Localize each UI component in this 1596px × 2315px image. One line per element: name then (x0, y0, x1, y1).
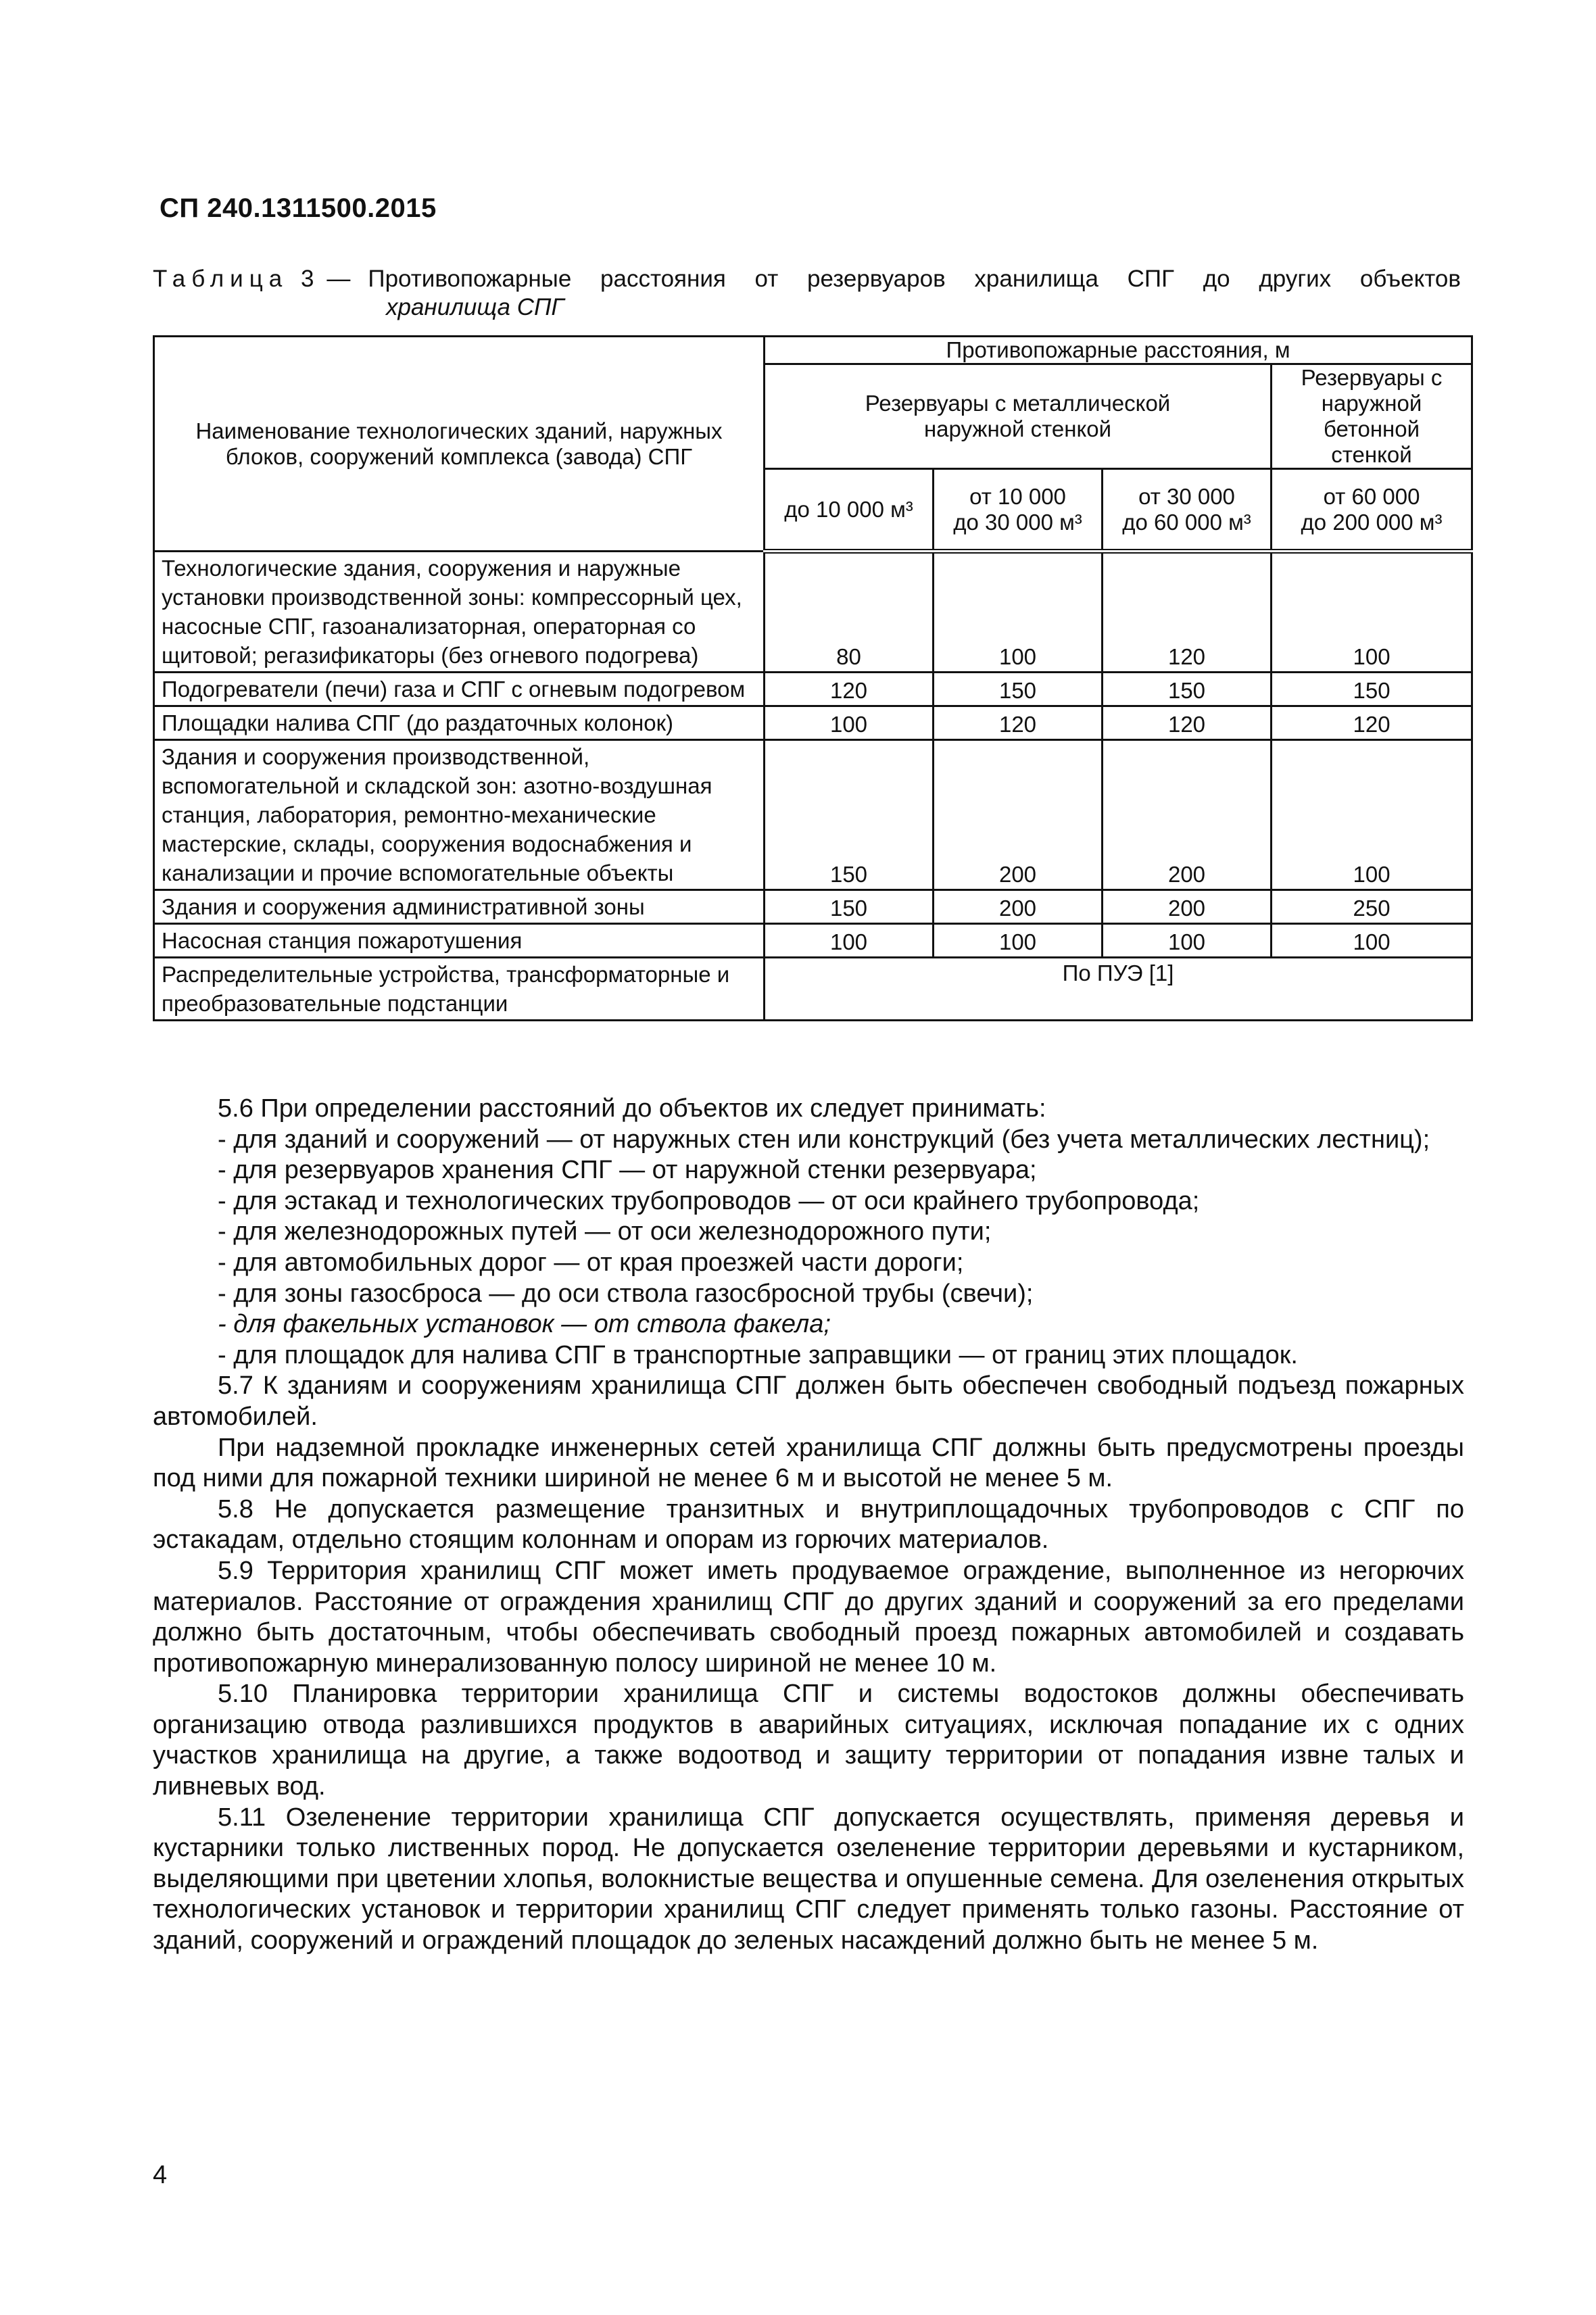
row-object-name: Здания и сооружения административной зоны (154, 890, 765, 924)
row-object-name: Подогреватели (печи) газа и СПГ с огневым подогревом (154, 673, 765, 706)
paragraph-5-8: 5.8 Не допускается размещение транзитных и внутриплощадочных трубопроводов с СПГ по эстакадам, отдельно стоящим колоннам и опорам из горючих материалов. (153, 1494, 1464, 1555)
list-item: - для автомобильных дорог — от края проезжей части дороги; (218, 1248, 964, 1277)
caption-text-line-1: Противопожарные расстояния от резервуаров хранилища СПГ до других объектов (368, 266, 1461, 292)
paragraph-5-10: 5.10 Планировка территории хранилища СПГ и системы водостоков должны обеспечивать организацию отвода разлившихся продуктов в аварийных ситуациях, исключая попадание их с одних участков хранилища на другие, а также водоотвод и защиту территории от попадания извне талых и ливневых вод. (153, 1680, 1464, 1801)
row-value: 80 (765, 552, 934, 673)
header-volume-60000-200000-line-2: до 200 000 м³ (1301, 509, 1443, 535)
row-value: 100 (934, 552, 1103, 673)
row-value: 100 (1272, 924, 1472, 958)
caption-label: Таблица 3 (153, 266, 320, 292)
row-object-name: Здания и сооружения производственной, вспомогательной и складской зон: азотно-воздушная станция, лаборатория, ремонтно-механические мастерские, склады, сооружения водоснабжения и канализации и прочие вспомогательные объекты (154, 740, 765, 890)
body-text (153, 1094, 1464, 1957)
row-value: 120 (934, 706, 1103, 740)
list-item: - для зданий и сооружений — от наружных стен или конструкций (без учета металлических лестниц); (218, 1125, 1430, 1154)
paragraph-5-9: 5.9 Территория хранилищ СПГ может иметь продуваемое ограждение, выполненное из негорючих материалов. Расстояние от ограждения хранилищ СПГ до других зданий и сооружений за его пределами должно быть достаточным, чтобы обеспечивать свободный проезд пожарных автомобилей и создавать противопожарную минерализованную полосу шириной не менее 10 м. (153, 1556, 1464, 1678)
row-value: 150 (1272, 673, 1472, 706)
list-item: - для площадок для налива СПГ в транспортные заправщики — от границ этих площадок. (218, 1340, 1298, 1369)
header-volume-30000-60000-line-2: до 60 000 м³ (1122, 509, 1251, 535)
header-fire-distances: Противопожарные расстояния, м (765, 337, 1472, 364)
header-volume-60000-200000-line-1: от 60 000 (1323, 483, 1420, 509)
header-object-name: Наименование технологических зданий, наружных блоков, сооружений комплекса (завода) СПГ (154, 337, 765, 552)
row-object-name: Насосная станция пожаротушения (154, 924, 765, 958)
header-volume-30000-60000 (1103, 469, 1272, 552)
list-item: - для эстакад и технологических трубопроводов — от оси крайнего трубопровода; (218, 1186, 1200, 1215)
table-row (154, 706, 1472, 740)
page-number: 4 (153, 2161, 168, 2189)
table-row (154, 673, 1472, 706)
row-value: 100 (765, 706, 934, 740)
row-object-name: Технологические здания, сооружения и наружные установки производственной зоны: компрессорный цех, насосные СПГ, газоанализаторная, операторная со щитовой; регазификаторы (без огневого подогрева) (154, 552, 765, 673)
header-volume-10000-30000 (934, 469, 1103, 552)
row-value: 150 (1103, 673, 1272, 706)
paragraph-5-7-continued: При надземной прокладке инженерных сетей хранилища СПГ должны быть предусмотрены проезды под ними для пожарной техники шириной не менее 6 м и высотой не менее 5 м. (153, 1433, 1464, 1493)
row-value: 120 (1103, 552, 1272, 673)
row-value: 120 (1103, 706, 1272, 740)
row-value: 100 (934, 924, 1103, 958)
fire-distance-table (153, 335, 1473, 1021)
table-row (154, 740, 1472, 890)
header-volume-60000-200000 (1272, 469, 1472, 552)
row-value: 100 (1272, 552, 1472, 673)
row-value: 150 (765, 740, 934, 890)
header-volume-up-to-10000: до 10 000 м³ (765, 469, 934, 552)
row-value: 120 (765, 673, 934, 706)
list-item: - для резервуаров хранения СПГ — от наружной стенки резервуара; (218, 1156, 1037, 1185)
row-value: 200 (934, 890, 1103, 924)
header-volume-10000-30000-line-1: от 10 000 (969, 483, 1066, 509)
row-value: 120 (1272, 706, 1472, 740)
row-value-pue-reference: По ПУЭ [1] (765, 958, 1472, 1021)
row-object-name: Площадки налива СПГ (до раздаточных колонок) (154, 706, 765, 740)
header-concrete-wall-tanks: Резервуары с наружной бетонной стенкой (1272, 364, 1472, 469)
row-value: 150 (934, 673, 1103, 706)
document-code: СП 240.1311500.2015 (160, 193, 437, 223)
table-row (154, 552, 1472, 673)
row-object-name: Распределительные устройства, трансформаторные и преобразовательные подстанции (154, 958, 765, 1021)
row-value: 200 (934, 740, 1103, 890)
header-volume-30000-60000-line-1: от 30 000 (1138, 483, 1235, 509)
caption-dash: — (327, 266, 351, 292)
table-row (154, 890, 1472, 924)
row-value: 200 (1103, 740, 1272, 890)
row-value: 200 (1103, 890, 1272, 924)
row-value: 100 (765, 924, 934, 958)
paragraph-5-7: 5.7 К зданиям и сооружениям хранилища СПГ должен быть обеспечен свободный подъезд пожарных автомобилей. (153, 1371, 1464, 1431)
caption-line-1 (153, 265, 1461, 293)
list-item: - для факельных установок — от ствола факела; (218, 1310, 831, 1339)
list-item: - для железнодорожных путей — от оси железнодорожного пути; (218, 1217, 992, 1246)
row-value: 250 (1272, 890, 1472, 924)
table-row (154, 924, 1472, 958)
row-value: 100 (1272, 740, 1472, 890)
header-metal-wall-tanks: Резервуары с металлической наружной стенкой (765, 364, 1272, 469)
paragraph-5-6: 5.6 При определении расстояний до объектов их следует принимать: (218, 1094, 1046, 1123)
row-value: 100 (1103, 924, 1272, 958)
table-row (154, 958, 1472, 1021)
header-volume-10000-30000-line-2: до 30 000 м³ (953, 509, 1082, 535)
row-value: 150 (765, 890, 934, 924)
caption-text-line-2: хранилища СПГ (386, 294, 564, 320)
list-item: - для зоны газосброса — до оси ствола газосбросной трубы (свечи); (218, 1279, 1034, 1308)
table-caption (153, 265, 1461, 322)
paragraph-5-11: 5.11 Озеленение территории хранилища СПГ допускается осуществлять, применяя деревья и кустарники только лиственных пород. Не допускается озеленение территории деревьями и кустарником, выделяющими при цветении хлопья, волокнистые вещества и опушенные семена. Для озеленения открытых технологических установок и территории хранилищ СПГ следует применять только газоны. Расстояние от зданий, сооружений и ограждений площадок до зеленых насаждений должно быть не менее 5 м. (153, 1803, 1464, 1955)
